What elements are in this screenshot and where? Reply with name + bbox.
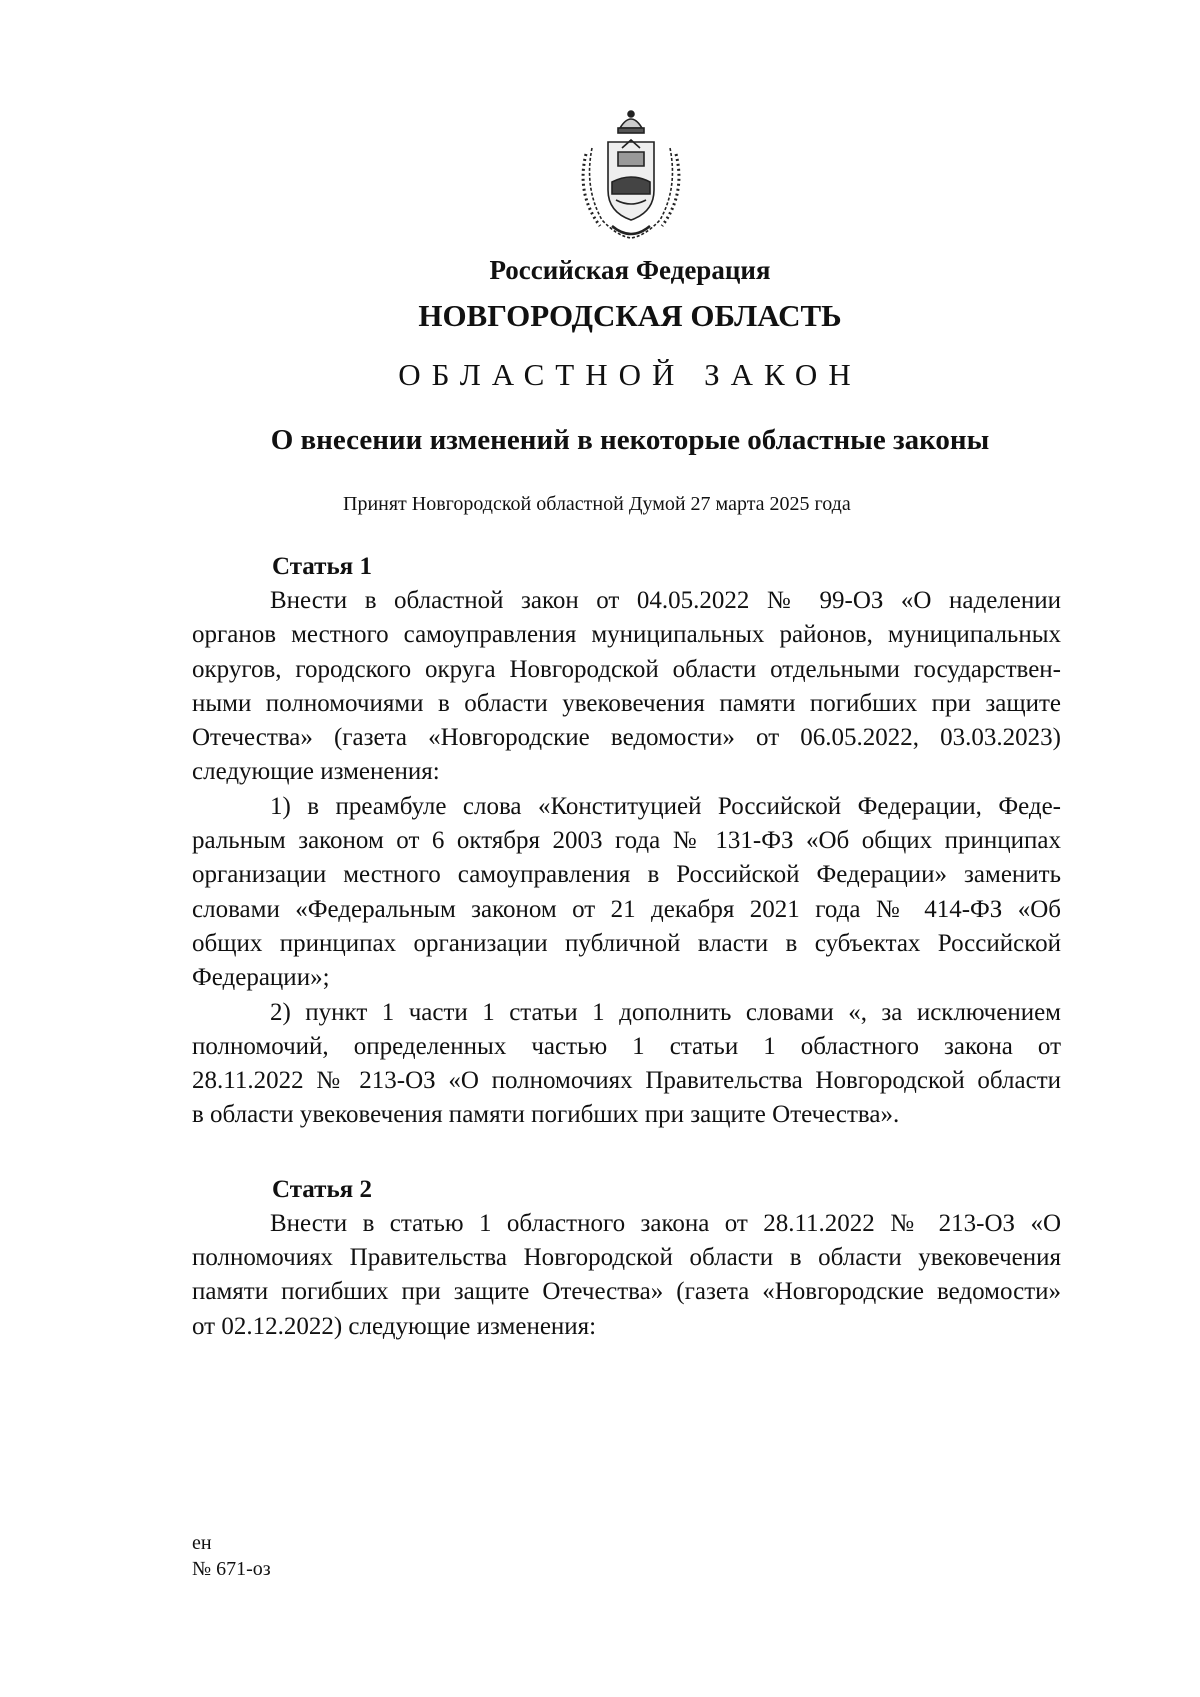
article-heading: Статья 2	[272, 1175, 372, 1203]
document-body	[192, 550, 1061, 1344]
text-line: Внести в статью 1 областного закона от 28.11.2022 № 213-ОЗ «О	[270, 1209, 1061, 1237]
region-heading: НОВГОРОДСКАЯ ОБЛАСТЬ	[418, 298, 842, 333]
text-line: Федерации»;	[192, 964, 330, 992]
text-line: словами «Федеральным законом от 21 декабря 2021 года № 414-ФЗ «Об	[192, 895, 1061, 923]
text-line: в области увековечения памяти погибших при защите Отечества».	[192, 1101, 900, 1129]
text-line: организации местного самоуправления в Российской Федерации» заменить	[192, 861, 1061, 889]
text-line: ральным законом от 6 октября 2003 года № 131-ФЗ «Об общих принципах	[192, 827, 1061, 855]
text-line: от 02.12.2022) следующие изменения:	[192, 1312, 597, 1340]
text-line: ными полномочиями в области увековечения памяти погибших при защите	[192, 689, 1061, 717]
paragraph	[192, 1207, 1061, 1344]
paragraph	[192, 584, 1061, 790]
text-line: округов, городского округа Новгородской области отдельными государствен-	[192, 655, 1061, 683]
text-line: Внести в областной закон от 04.05.2022 № 99-ОЗ «О наделении	[270, 587, 1061, 614]
article-gap	[192, 1133, 1061, 1173]
text-line: 1) в преамбуле слова «Конституцией Российской Федерации, Феде-	[270, 792, 1061, 820]
federation-heading: Российская Федерация	[489, 255, 771, 285]
paragraph	[192, 790, 1061, 996]
document-footer	[192, 1530, 271, 1582]
text-line: общих принципах организации публичной власти в субъектах Российской	[192, 929, 1061, 957]
text-line: органов местного самоуправления муниципальных районов, муниципальных	[192, 621, 1061, 649]
article-heading: Статья 1	[272, 553, 372, 580]
text-line: полномочиях Правительства Новгородской области в области увековечения	[192, 1244, 1061, 1272]
footer-initials: ен	[192, 1532, 212, 1554]
coat-of-arms-emblem	[572, 108, 690, 244]
text-line: следующие изменения:	[192, 758, 440, 786]
text-line: Отечества» (газета «Новгородские ведомости» от 06.05.2022, 03.03.2023)	[192, 724, 1061, 752]
law-title: О внесении изменений в некоторые областные законы	[270, 424, 990, 456]
text-line: 28.11.2022 № 213-ОЗ «О полномочиях Правительства Новгородской области	[192, 1067, 1061, 1095]
doc-type-heading: ОБЛАСТНОЙ ЗАКОН	[398, 357, 862, 392]
paragraph	[192, 996, 1061, 1133]
footer-number: № 671-оз	[192, 1558, 271, 1580]
adoption-note: Принят Новгородской областной Думой 27 марта 2025 года	[343, 493, 851, 515]
text-line: памяти погибших при защите Отечества» (газета «Новгородские ведомости»	[192, 1278, 1061, 1306]
text-line: 2) пункт 1 части 1 статьи 1 дополнить словами «, за исключением	[270, 998, 1061, 1026]
text-line: полномочий, определенных частью 1 статьи 1 областного закона от	[192, 1032, 1061, 1060]
